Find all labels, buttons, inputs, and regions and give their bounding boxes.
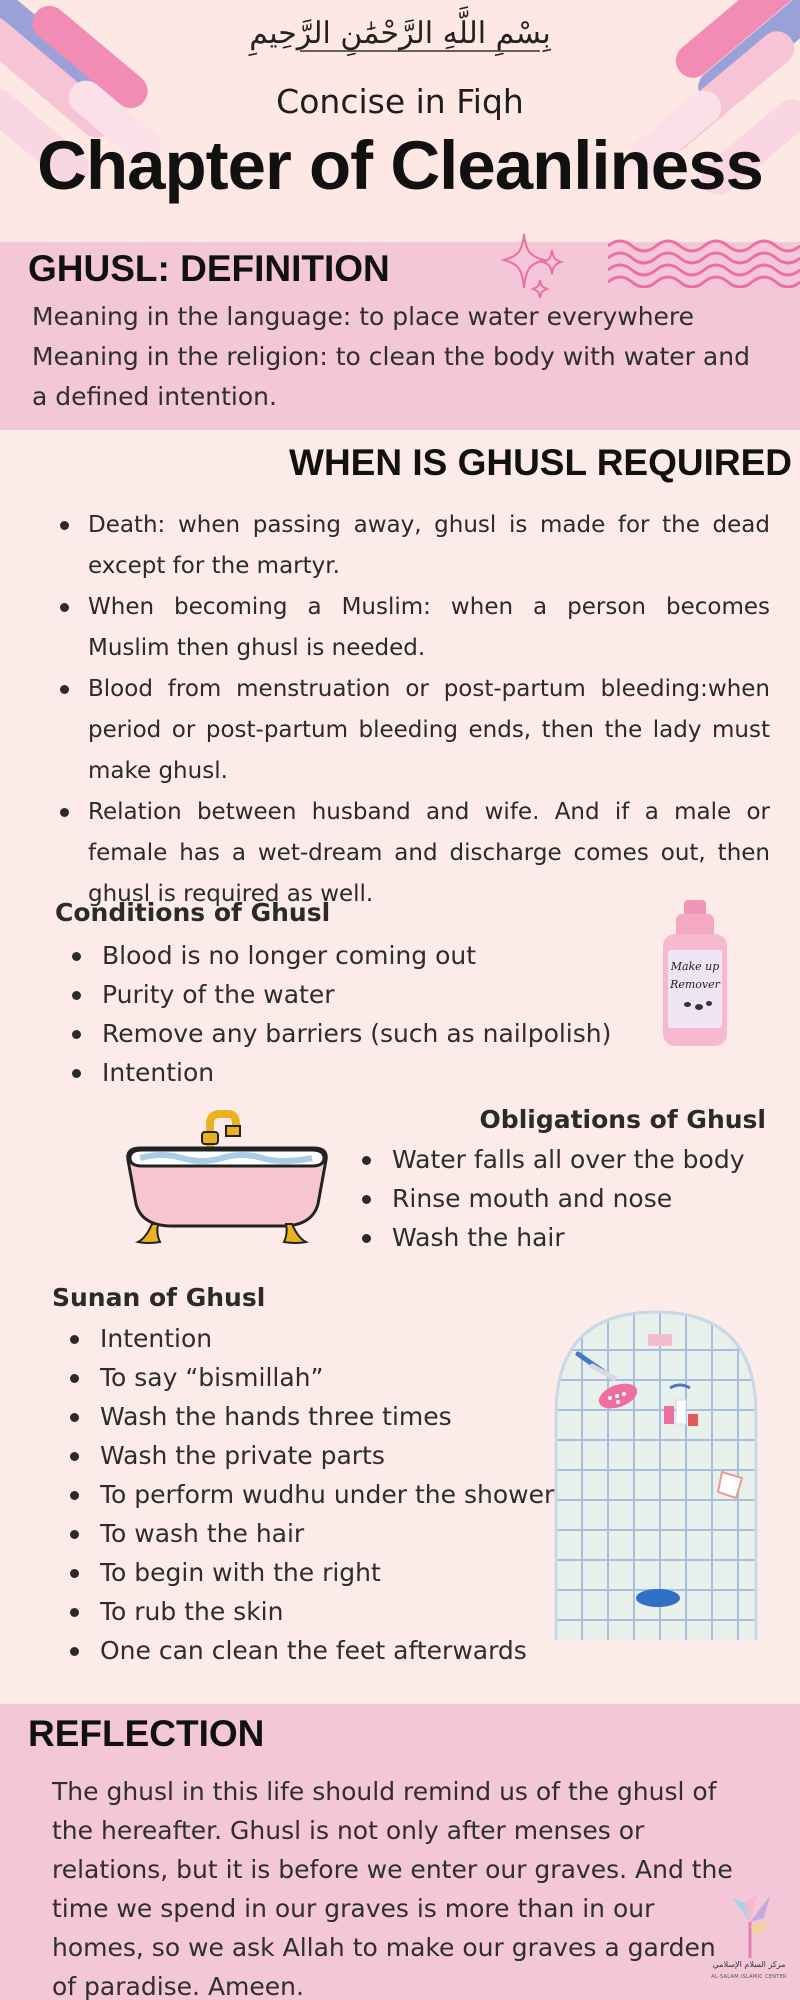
required-list xyxy=(60,505,770,915)
obligations-list xyxy=(362,1140,745,1257)
definition-line: a defined intention. xyxy=(32,382,277,411)
sparkle-icon xyxy=(500,232,572,302)
list-item: To say “bismillah” xyxy=(70,1358,554,1397)
list-item: Death: when passing away, ghusl is made for the dead except for the martyr. xyxy=(60,505,770,587)
required-heading: WHEN IS GHUSL REQUIRED xyxy=(289,442,792,483)
logo-icon xyxy=(704,1892,794,1996)
logo-arabic: مركز السلام الإسلامي xyxy=(712,1960,786,1969)
shower-icon xyxy=(552,1310,760,1640)
definition-line: Meaning in the language: to place water everywhere xyxy=(32,302,695,331)
wave-icon xyxy=(608,234,800,288)
list-item: Purity of the water xyxy=(72,975,611,1014)
sunan-heading: Sunan of Ghusl xyxy=(52,1283,266,1312)
bathtub-icon xyxy=(122,1108,332,1248)
bottle-icon xyxy=(660,900,730,1048)
list-item: To wash the hair xyxy=(70,1514,554,1553)
list-item: Remove any barriers (such as nailpolish) xyxy=(72,1014,611,1053)
list-item: Blood from menstruation or post-partum bleeding:when period or post-partum bleeding ends, then the lady must make ghusl. xyxy=(60,669,770,792)
list-item: Blood is no longer coming out xyxy=(72,936,611,975)
page-subtitle: Concise in Fiqh xyxy=(276,82,524,121)
bismillah-calligraphy: بِسْمِ اللَّهِ الرَّحْمَٰنِ الرَّحِيمِ xyxy=(249,16,551,51)
list-item: Intention xyxy=(70,1319,554,1358)
conditions-heading: Conditions of Ghusl xyxy=(55,898,331,927)
definition-heading: GHUSL: DEFINITION xyxy=(28,248,390,289)
list-item: To begin with the right xyxy=(70,1553,554,1592)
page-title: Chapter of Cleanliness xyxy=(37,127,763,204)
list-item: Intention xyxy=(72,1053,611,1092)
definition-line: Meaning in the religion: to clean the body with water and xyxy=(32,342,750,371)
list-item: To rub the skin xyxy=(70,1592,554,1631)
obligations-heading: Obligations of Ghusl xyxy=(479,1105,766,1134)
sunan-list xyxy=(70,1319,554,1670)
logo-english: AL-SALAM ISLAMIC CENTER xyxy=(711,1974,787,1980)
list-item: Wash the private parts xyxy=(70,1436,554,1475)
list-item: Relation between husband and wife. And if a male or female has a wet-dream and discharge comes out, then ghusl is required as well. xyxy=(60,792,770,915)
list-item: Wash the hands three times xyxy=(70,1397,554,1436)
bottle-label-line: Remover xyxy=(670,978,720,991)
list-item: Rinse mouth and nose xyxy=(362,1179,745,1218)
list-item: To perform wudhu under the shower xyxy=(70,1475,554,1514)
reflection-text: The ghusl in this life should remind us of the ghusl of the hereafter. Ghusl is not only after menses or relations, but it is before we enter our graves. And the time we spend in our graves is more than in our homes, so we ask Allah to make our graves a garden of paradise. Ameen. xyxy=(52,1777,733,2000)
list-item: Wash the hair xyxy=(362,1218,745,1257)
list-item: One can clean the feet afterwards xyxy=(70,1631,554,1670)
bottle-label-line: Make up xyxy=(670,960,720,973)
logo-tree xyxy=(722,1892,778,1958)
list-item: When becoming a Muslim: when a person becomes Muslim then ghusl is needed. xyxy=(60,587,770,669)
list-item: Water falls all over the body xyxy=(362,1140,745,1179)
calligraphy-stroke xyxy=(300,48,540,54)
reflection-heading: REFLECTION xyxy=(28,1713,265,1754)
conditions-list xyxy=(72,936,611,1092)
